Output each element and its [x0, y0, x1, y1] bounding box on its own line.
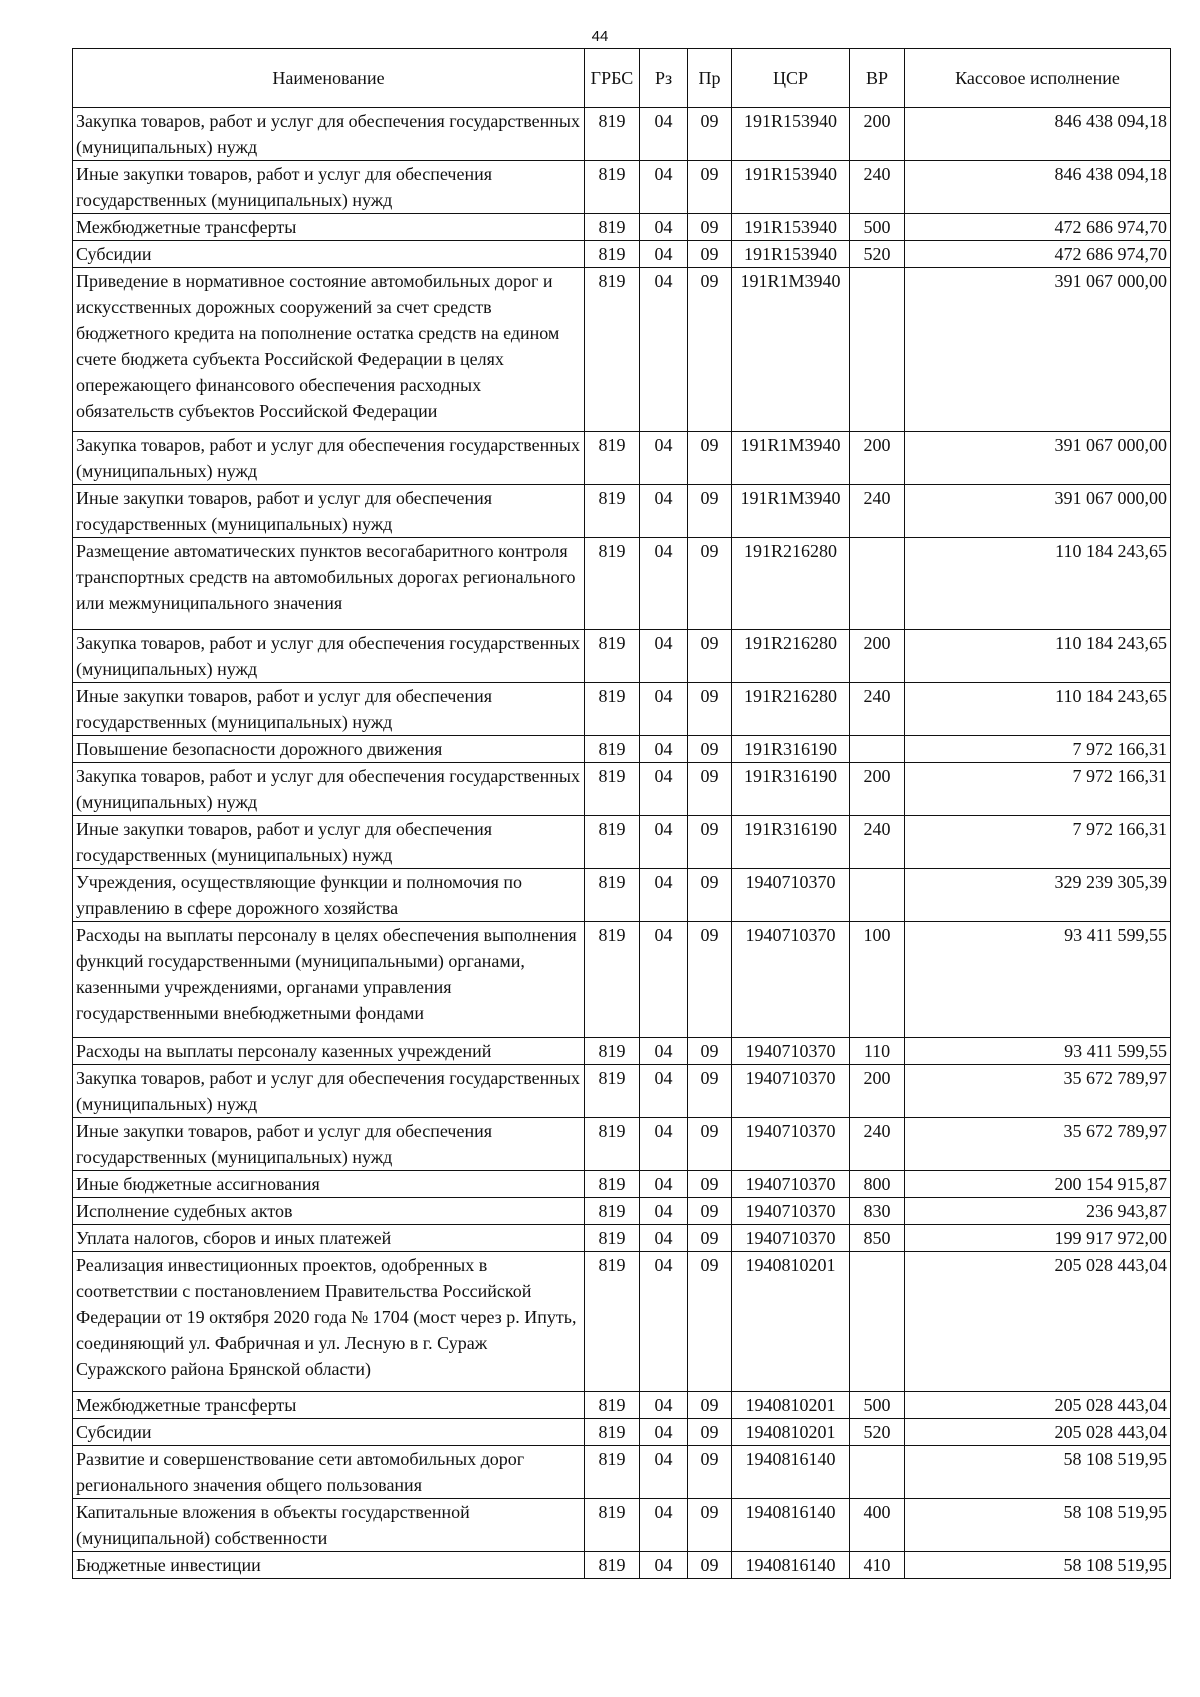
cell-csr: 191R316190 — [732, 816, 850, 869]
table-row — [73, 922, 1171, 1038]
cell-name: Иные закупки товаров, работ и услуг для обеспечения государственных (муниципальных) нужд — [73, 161, 585, 214]
cell-vr: 800 — [850, 1171, 905, 1198]
cell-grbs: 819 — [585, 630, 640, 683]
cell-pr: 09 — [688, 1065, 732, 1118]
cell-vr: 200 — [850, 763, 905, 816]
table-row — [73, 268, 1171, 432]
cell-csr: 191R153940 — [732, 161, 850, 214]
cell-name: Иные закупки товаров, работ и услуг для обеспечения государственных (муниципальных) нужд — [73, 1118, 585, 1171]
table-row — [73, 214, 1171, 241]
table-row — [73, 1171, 1171, 1198]
cell-amount: 205 028 443,04 — [905, 1392, 1171, 1419]
cell-amount: 472 686 974,70 — [905, 241, 1171, 268]
cell-rz: 04 — [640, 1065, 688, 1118]
cell-name: Закупка товаров, работ и услуг для обеспечения государственных (муниципальных) нужд — [73, 108, 585, 161]
cell-vr — [850, 268, 905, 432]
table-row — [73, 108, 1171, 161]
cell-grbs: 819 — [585, 432, 640, 485]
cell-name: Межбюджетные трансферты — [73, 214, 585, 241]
cell-name: Иные закупки товаров, работ и услуг для обеспечения государственных (муниципальных) нужд — [73, 485, 585, 538]
cell-csr: 1940710370 — [732, 922, 850, 1038]
cell-pr: 09 — [688, 432, 732, 485]
cell-amount: 7 972 166,31 — [905, 816, 1171, 869]
cell-csr: 191R216280 — [732, 683, 850, 736]
cell-name: Субсидии — [73, 241, 585, 268]
cell-amount: 199 917 972,00 — [905, 1225, 1171, 1252]
table-row — [73, 1118, 1171, 1171]
cell-rz: 04 — [640, 922, 688, 1038]
cell-vr — [850, 1446, 905, 1499]
cell-amount: 110 184 243,65 — [905, 683, 1171, 736]
cell-rz: 04 — [640, 1171, 688, 1198]
cell-rz: 04 — [640, 1392, 688, 1419]
cell-name: Расходы на выплаты персоналу казенных учреждений — [73, 1038, 585, 1065]
cell-csr: 1940710370 — [732, 1225, 850, 1252]
cell-grbs: 819 — [585, 1446, 640, 1499]
cell-grbs: 819 — [585, 1038, 640, 1065]
cell-pr: 09 — [688, 1118, 732, 1171]
cell-vr — [850, 869, 905, 922]
cell-grbs: 819 — [585, 1419, 640, 1446]
table-row — [73, 161, 1171, 214]
cell-grbs: 819 — [585, 763, 640, 816]
cell-name: Субсидии — [73, 1419, 585, 1446]
cell-grbs: 819 — [585, 1392, 640, 1419]
table-row — [73, 1499, 1171, 1552]
cell-pr: 09 — [688, 1038, 732, 1065]
cell-pr: 09 — [688, 538, 732, 630]
table-row — [73, 1392, 1171, 1419]
cell-rz: 04 — [640, 214, 688, 241]
cell-pr: 09 — [688, 763, 732, 816]
cell-vr: 110 — [850, 1038, 905, 1065]
header-amount: Кассовое исполнение — [905, 49, 1171, 108]
cell-vr — [850, 736, 905, 763]
cell-csr: 1940710370 — [732, 1198, 850, 1225]
cell-rz: 04 — [640, 1252, 688, 1392]
table-body — [73, 108, 1171, 1579]
cell-rz: 04 — [640, 630, 688, 683]
cell-name: Размещение автоматических пунктов весогабаритного контроля транспортных средств на автомобильных дорогах регионального или межмуниципального значения — [73, 538, 585, 630]
cell-csr: 191R216280 — [732, 630, 850, 683]
cell-name: Межбюджетные трансферты — [73, 1392, 585, 1419]
cell-csr: 191R153940 — [732, 108, 850, 161]
cell-csr: 191R316190 — [732, 736, 850, 763]
cell-grbs: 819 — [585, 1552, 640, 1579]
table-row — [73, 1446, 1171, 1499]
cell-csr: 1940816140 — [732, 1499, 850, 1552]
cell-vr: 500 — [850, 1392, 905, 1419]
cell-grbs: 819 — [585, 214, 640, 241]
table-row — [73, 736, 1171, 763]
budget-table — [72, 48, 1171, 1579]
table-row — [73, 1038, 1171, 1065]
cell-pr: 09 — [688, 161, 732, 214]
cell-csr: 191R153940 — [732, 214, 850, 241]
cell-csr: 191R1M3940 — [732, 485, 850, 538]
cell-name: Бюджетные инвестиции — [73, 1552, 585, 1579]
table-row — [73, 538, 1171, 630]
table-row — [73, 1065, 1171, 1118]
cell-name: Расходы на выплаты персоналу в целях обеспечения выполнения функций государственными (муниципальными) органами, казенными учреждениями, органами управления государственными внебюджетными фондами — [73, 922, 585, 1038]
cell-rz: 04 — [640, 869, 688, 922]
table-row — [73, 1552, 1171, 1579]
cell-grbs: 819 — [585, 736, 640, 763]
cell-vr: 240 — [850, 1118, 905, 1171]
cell-grbs: 819 — [585, 108, 640, 161]
cell-grbs: 819 — [585, 869, 640, 922]
cell-amount: 110 184 243,65 — [905, 630, 1171, 683]
cell-pr: 09 — [688, 869, 732, 922]
table-row — [73, 1252, 1171, 1392]
cell-pr: 09 — [688, 1198, 732, 1225]
cell-vr: 520 — [850, 1419, 905, 1446]
cell-csr: 191R153940 — [732, 241, 850, 268]
header-pr: Пр — [688, 49, 732, 108]
cell-grbs: 819 — [585, 161, 640, 214]
cell-csr: 191R216280 — [732, 538, 850, 630]
cell-pr: 09 — [688, 485, 732, 538]
table-row — [73, 485, 1171, 538]
cell-csr: 191R1M3940 — [732, 268, 850, 432]
cell-amount: 391 067 000,00 — [905, 485, 1171, 538]
cell-amount: 391 067 000,00 — [905, 268, 1171, 432]
cell-rz: 04 — [640, 161, 688, 214]
cell-pr: 09 — [688, 683, 732, 736]
cell-pr: 09 — [688, 1225, 732, 1252]
cell-grbs: 819 — [585, 268, 640, 432]
cell-grbs: 819 — [585, 485, 640, 538]
cell-name: Иные закупки товаров, работ и услуг для обеспечения государственных (муниципальных) нужд — [73, 816, 585, 869]
cell-pr: 09 — [688, 1252, 732, 1392]
cell-rz: 04 — [640, 1446, 688, 1499]
cell-csr: 1940810201 — [732, 1419, 850, 1446]
cell-name: Закупка товаров, работ и услуг для обеспечения государственных (муниципальных) нужд — [73, 1065, 585, 1118]
cell-grbs: 819 — [585, 922, 640, 1038]
cell-vr: 240 — [850, 485, 905, 538]
cell-csr: 1940710370 — [732, 1171, 850, 1198]
cell-name: Закупка товаров, работ и услуг для обеспечения государственных (муниципальных) нужд — [73, 432, 585, 485]
cell-pr: 09 — [688, 1392, 732, 1419]
cell-csr: 191R1M3940 — [732, 432, 850, 485]
cell-name: Уплата налогов, сборов и иных платежей — [73, 1225, 585, 1252]
cell-csr: 1940710370 — [732, 1118, 850, 1171]
cell-rz: 04 — [640, 1038, 688, 1065]
cell-rz: 04 — [640, 1552, 688, 1579]
cell-rz: 04 — [640, 268, 688, 432]
cell-pr: 09 — [688, 630, 732, 683]
cell-csr: 1940710370 — [732, 1065, 850, 1118]
cell-pr: 09 — [688, 922, 732, 1038]
cell-vr: 520 — [850, 241, 905, 268]
cell-grbs: 819 — [585, 1225, 640, 1252]
cell-amount: 236 943,87 — [905, 1198, 1171, 1225]
cell-vr: 200 — [850, 1065, 905, 1118]
header-csr: ЦСР — [732, 49, 850, 108]
cell-csr: 1940816140 — [732, 1446, 850, 1499]
cell-grbs: 819 — [585, 1065, 640, 1118]
cell-csr: 1940810201 — [732, 1392, 850, 1419]
cell-pr: 09 — [688, 1171, 732, 1198]
table-row — [73, 1225, 1171, 1252]
cell-vr — [850, 538, 905, 630]
table-row — [73, 1419, 1171, 1446]
cell-csr: 1940816140 — [732, 1552, 850, 1579]
cell-vr: 240 — [850, 161, 905, 214]
cell-vr: 200 — [850, 432, 905, 485]
cell-vr: 200 — [850, 108, 905, 161]
cell-name: Иные закупки товаров, работ и услуг для обеспечения государственных (муниципальных) нужд — [73, 683, 585, 736]
cell-amount: 58 108 519,95 — [905, 1499, 1171, 1552]
cell-grbs: 819 — [585, 816, 640, 869]
cell-amount: 35 672 789,97 — [905, 1118, 1171, 1171]
cell-amount: 391 067 000,00 — [905, 432, 1171, 485]
cell-amount: 846 438 094,18 — [905, 108, 1171, 161]
cell-vr: 500 — [850, 214, 905, 241]
cell-pr: 09 — [688, 1419, 732, 1446]
cell-amount: 200 154 915,87 — [905, 1171, 1171, 1198]
cell-amount: 58 108 519,95 — [905, 1552, 1171, 1579]
cell-amount: 35 672 789,97 — [905, 1065, 1171, 1118]
cell-rz: 04 — [640, 816, 688, 869]
cell-vr: 240 — [850, 816, 905, 869]
header-name: Наименование — [73, 49, 585, 108]
cell-pr: 09 — [688, 241, 732, 268]
header-rz: Рз — [640, 49, 688, 108]
cell-rz: 04 — [640, 241, 688, 268]
cell-rz: 04 — [640, 763, 688, 816]
cell-rz: 04 — [640, 432, 688, 485]
cell-csr: 191R316190 — [732, 763, 850, 816]
cell-grbs: 819 — [585, 1118, 640, 1171]
cell-amount: 472 686 974,70 — [905, 214, 1171, 241]
cell-name: Учреждения, осуществляющие функции и полномочия по управлению в сфере дорожного хозяйства — [73, 869, 585, 922]
cell-vr: 830 — [850, 1198, 905, 1225]
table-row — [73, 1198, 1171, 1225]
table-header-row — [73, 49, 1171, 108]
cell-amount: 93 411 599,55 — [905, 1038, 1171, 1065]
table-row — [73, 763, 1171, 816]
cell-name: Закупка товаров, работ и услуг для обеспечения государственных (муниципальных) нужд — [73, 763, 585, 816]
cell-grbs: 819 — [585, 1198, 640, 1225]
table-row — [73, 241, 1171, 268]
cell-grbs: 819 — [585, 241, 640, 268]
cell-amount: 205 028 443,04 — [905, 1252, 1171, 1392]
cell-name: Повышение безопасности дорожного движения — [73, 736, 585, 763]
cell-pr: 09 — [688, 1499, 732, 1552]
cell-csr: 1940710370 — [732, 869, 850, 922]
cell-amount: 93 411 599,55 — [905, 922, 1171, 1038]
cell-vr: 850 — [850, 1225, 905, 1252]
cell-name: Развитие и совершенствование сети автомобильных дорог регионального значения общего пользования — [73, 1446, 585, 1499]
cell-name: Иные бюджетные ассигнования — [73, 1171, 585, 1198]
table-row — [73, 683, 1171, 736]
cell-pr: 09 — [688, 268, 732, 432]
header-grbs: ГРБС — [585, 49, 640, 108]
cell-pr: 09 — [688, 1552, 732, 1579]
cell-vr — [850, 1252, 905, 1392]
cell-pr: 09 — [688, 1446, 732, 1499]
table-row — [73, 630, 1171, 683]
header-vr: ВР — [850, 49, 905, 108]
cell-grbs: 819 — [585, 683, 640, 736]
cell-rz: 04 — [640, 538, 688, 630]
cell-name: Исполнение судебных актов — [73, 1198, 585, 1225]
cell-grbs: 819 — [585, 1171, 640, 1198]
cell-rz: 04 — [640, 485, 688, 538]
cell-vr: 200 — [850, 630, 905, 683]
cell-rz: 04 — [640, 1499, 688, 1552]
cell-name: Капитальные вложения в объекты государственной (муниципальной) собственности — [73, 1499, 585, 1552]
cell-rz: 04 — [640, 1198, 688, 1225]
cell-rz: 04 — [640, 1419, 688, 1446]
cell-vr: 100 — [850, 922, 905, 1038]
cell-grbs: 819 — [585, 1499, 640, 1552]
cell-amount: 329 239 305,39 — [905, 869, 1171, 922]
table-row — [73, 816, 1171, 869]
cell-amount: 110 184 243,65 — [905, 538, 1171, 630]
cell-amount: 58 108 519,95 — [905, 1446, 1171, 1499]
cell-rz: 04 — [640, 1118, 688, 1171]
cell-amount: 846 438 094,18 — [905, 161, 1171, 214]
cell-vr: 400 — [850, 1499, 905, 1552]
cell-csr: 1940710370 — [732, 1038, 850, 1065]
cell-csr: 1940810201 — [732, 1252, 850, 1392]
table-row — [73, 869, 1171, 922]
cell-name: Реализация инвестиционных проектов, одобренных в соответствии с постановлением Правительства Российской Федерации от 19 октября 2020 года № 1704 (мост через р. Ипуть, соединяющий ул. Фабричная и ул. Лесную в г. Сураж Суражского района Брянской области) — [73, 1252, 585, 1392]
cell-rz: 04 — [640, 1225, 688, 1252]
cell-name: Закупка товаров, работ и услуг для обеспечения государственных (муниципальных) нужд — [73, 630, 585, 683]
cell-pr: 09 — [688, 736, 732, 763]
cell-amount: 7 972 166,31 — [905, 736, 1171, 763]
cell-vr: 410 — [850, 1552, 905, 1579]
cell-pr: 09 — [688, 816, 732, 869]
cell-pr: 09 — [688, 214, 732, 241]
cell-rz: 04 — [640, 108, 688, 161]
cell-amount: 7 972 166,31 — [905, 763, 1171, 816]
cell-rz: 04 — [640, 683, 688, 736]
cell-name: Приведение в нормативное состояние автомобильных дорог и искусственных дорожных сооружений за счет средств бюджетного кредита на пополнение остатка средств на едином счете бюджета субъекта Российской Федерации в целях опережающего финансового обеспечения расходных обязательств субъектов Российской Федерации — [73, 268, 585, 432]
cell-vr: 240 — [850, 683, 905, 736]
cell-pr: 09 — [688, 108, 732, 161]
cell-rz: 04 — [640, 736, 688, 763]
table-row — [73, 432, 1171, 485]
cell-grbs: 819 — [585, 1252, 640, 1392]
page-number: 44 — [591, 28, 609, 45]
cell-grbs: 819 — [585, 538, 640, 630]
cell-amount: 205 028 443,04 — [905, 1419, 1171, 1446]
